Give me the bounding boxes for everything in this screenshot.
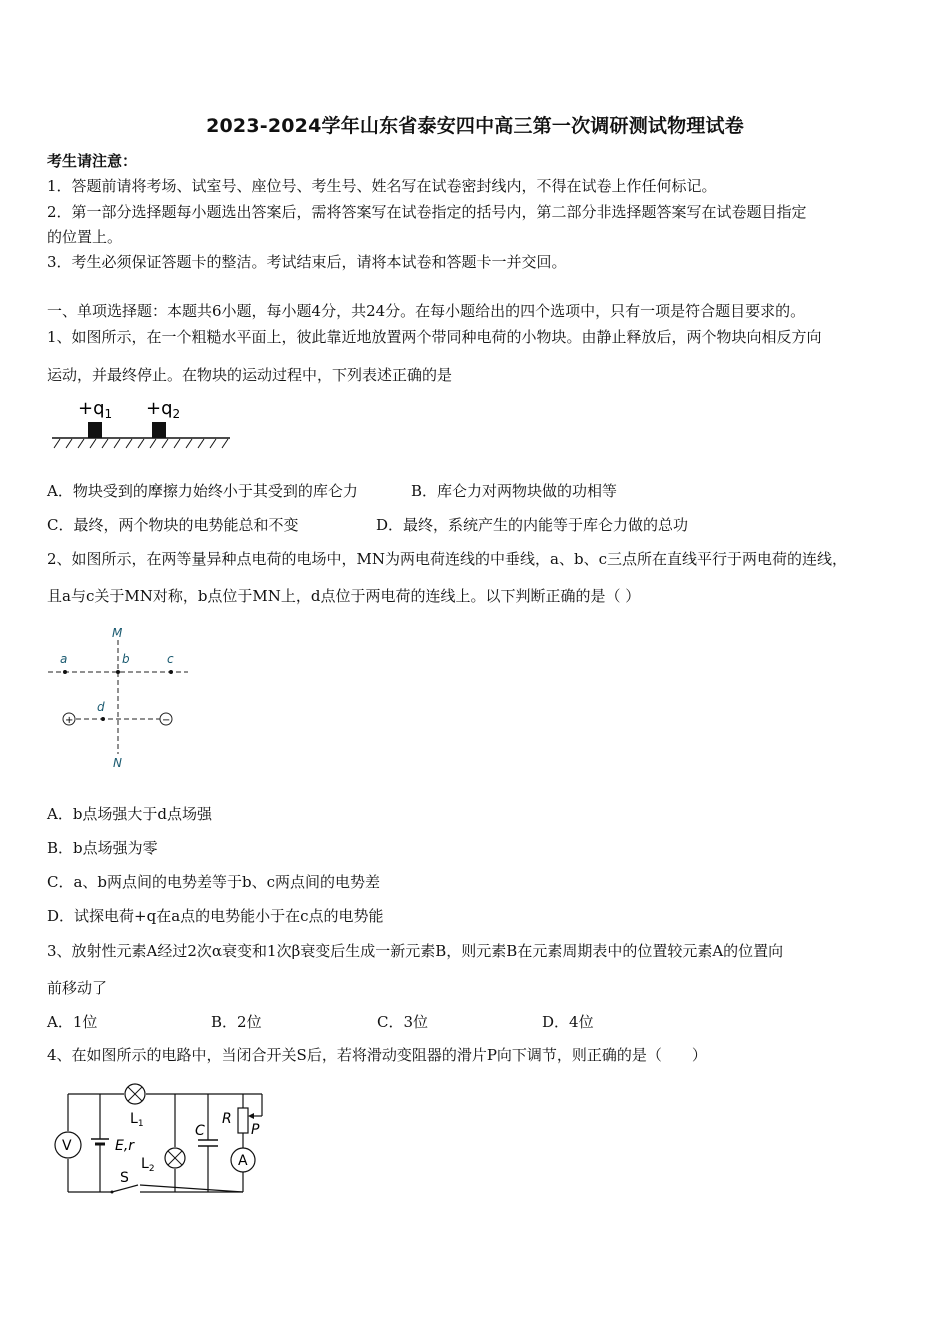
- q4-circuit-figure: [48, 1078, 278, 1202]
- q2-option-b: B．b点场强为零: [47, 839, 158, 857]
- switch-lever: [112, 1185, 138, 1192]
- rheostat-label: R: [222, 1111, 232, 1127]
- label-b: b: [122, 652, 130, 666]
- q2-figure: [45, 622, 195, 772]
- slider-arrowhead: [248, 1113, 254, 1119]
- q1-option-b: B．库仑力对两物块做的功相等: [411, 482, 618, 500]
- label-m: M: [112, 626, 123, 640]
- section-1-heading: 一、单项选择题：本题共6小题，每小题4分，共24分。在每小题给出的四个选项中，只有一项是符合题目要求的。: [47, 302, 806, 320]
- q1-option-c: C．最终，两个物块的电势能总和不变: [47, 516, 299, 534]
- rheostat-symbol: [238, 1108, 248, 1133]
- q2-option-d: D．试探电荷+q在a点的电势能小于在c点的电势能: [47, 907, 384, 925]
- lamp-l1-label: $L_1$: [130, 1111, 144, 1129]
- slider-label: P: [251, 1122, 260, 1138]
- q1-option-d: D．最终，系统产生的内能等于库仑力做的总功: [376, 516, 689, 534]
- ground-hatch: [54, 439, 228, 448]
- q4-stem-line1: 4、在如图所示的电路中，当闭合开关S后，若将滑动变阻器的滑片P向下调节，则正确的是（ ）: [47, 1046, 707, 1064]
- q1-option-a: A．物块受到的摩擦力始终小于其受到的库仑力: [47, 482, 358, 500]
- point-c: [169, 670, 173, 674]
- emf-label: E,r: [115, 1138, 135, 1154]
- switch-label: S: [120, 1170, 129, 1186]
- notice-item-2-cont: 的位置上。: [47, 228, 123, 246]
- q1-label-2: $+q_2$: [146, 398, 181, 421]
- notice-item-1: 1．答题前请将考场、试室号、座位号、考生号、姓名写在试卷密封线内，不得在试卷上作任何标记。: [47, 177, 717, 195]
- q3-option-a: A．1位: [47, 1013, 98, 1031]
- q2-stem-line1: 2、如图所示，在两等量异种点电荷的电场中，MN为两电荷连线的中垂线，a、b、c三点所在直线平行于两电荷的连线，: [47, 550, 847, 568]
- ammeter-label: A: [238, 1153, 248, 1169]
- notice-heading: 考生请注意：: [47, 152, 138, 170]
- negative-sign: −: [162, 715, 171, 726]
- label-n: N: [113, 756, 122, 770]
- q1-stem-line1: 1、如图所示，在一个粗糙水平面上，彼此靠近地放置两个带同种电荷的小物块。由静止释放后，两个物块向相反方向: [47, 328, 822, 346]
- notice-item-2: 2．第一部分选择题每小题选出答案后，需将答案写在试卷指定的括号内，第二部分非选择题答案写在试卷题目指定: [47, 203, 807, 221]
- point-a: [63, 670, 67, 674]
- label-d: d: [97, 700, 105, 714]
- q3-option-d: D．4位: [542, 1013, 594, 1031]
- q1-figure: [48, 392, 238, 458]
- capacitor-label: C: [195, 1123, 205, 1139]
- exam-title: 2023-2024学年山东省泰安四中高三第一次调研测试物理试卷: [206, 115, 744, 137]
- q3-stem-line2: 前移动了: [47, 979, 108, 997]
- block-2: [152, 422, 166, 438]
- q1-label-1: $+q_1$: [78, 398, 113, 421]
- q2-option-a: A．b点场强大于d点场强: [47, 805, 213, 823]
- q3-stem-line1: 3、放射性元素A经过2次α衰变和1次β衰变后生成一新元素B，则元素B在元素周期表中的位置较元素A的位置向: [47, 942, 784, 960]
- q3-option-c: C．3位: [377, 1013, 429, 1031]
- label-a: a: [60, 652, 68, 666]
- point-d: [101, 717, 105, 721]
- q2-option-c: C．a、b两点间的电势差等于b、c两点间的电势差: [47, 873, 381, 891]
- positive-sign: +: [65, 715, 74, 726]
- lamp-l2-label: $L_2$: [141, 1156, 155, 1174]
- q1-stem-line2: 运动，并最终停止。在物块的运动过程中，下列表述正确的是: [47, 366, 453, 384]
- label-c: c: [167, 652, 174, 666]
- q2-stem-line2: 且a与c关于MN对称，b点位于MN上，d点位于两电荷的连线上。以下判断正确的是（ ）: [47, 587, 641, 605]
- notice-item-3: 3．考生必须保证答题卡的整洁。考试结束后，请将本试卷和答题卡一并交回。: [47, 253, 567, 271]
- point-b: [116, 670, 120, 674]
- block-1: [88, 422, 102, 438]
- q3-option-b: B．2位: [211, 1013, 262, 1031]
- voltmeter-label: V: [62, 1138, 72, 1154]
